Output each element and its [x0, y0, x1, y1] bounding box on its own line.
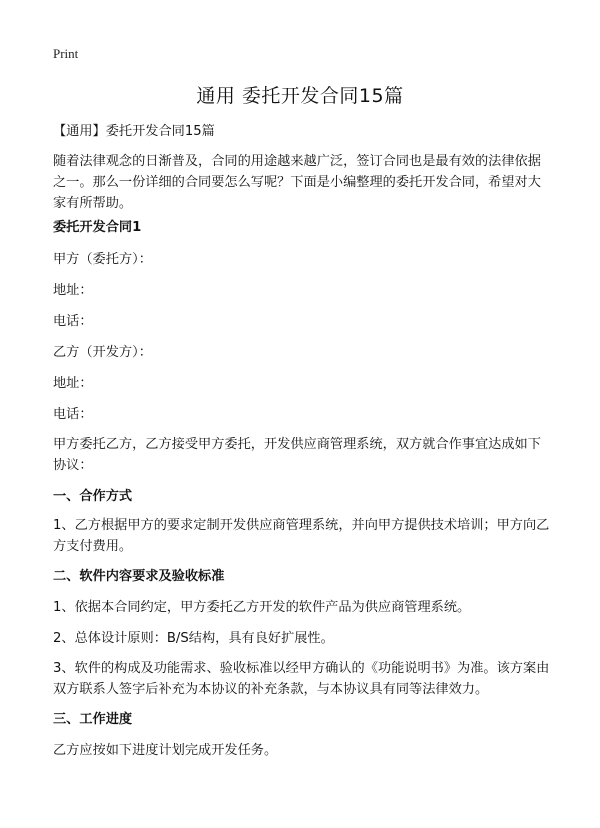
phone-a-line: 电话： [53, 314, 93, 329]
party-b-line: 乙方（开发方）： [53, 345, 152, 360]
section1-heading: 一、合作方式 [53, 489, 133, 504]
section3-heading: 三、工作进度 [53, 712, 133, 727]
address-b-line: 地址： [53, 376, 93, 391]
contract-heading: 委托开发合同1 [53, 220, 142, 235]
intro-paragraph: 随着法律观念的日渐普及，合同的用途越来越广泛，签订合同也是最有效的法律依据之一。那么一份详细的合同要怎么写呢？下面是小编整理的委托开发合同，希望对大家有所帮助。 [53, 154, 541, 211]
agreement-intro: 甲方委托乙方，乙方接受甲方委托，开发供应商管理系统，双方就合作事宜达成如下协议： [53, 437, 541, 473]
section2-item1: 1、依据本合同约定，甲方委托乙方开发的软件产品为供应商管理系统。 [53, 600, 471, 615]
subtitle: 【通用】委托开发合同15篇 [53, 124, 215, 139]
section2-item2: 2、总体设计原则：B/S结构，具有良好扩展性。 [53, 631, 334, 646]
address-a-line: 地址： [53, 283, 93, 298]
section2-item3: 3、软件的构成及功能需求、验收标准以经甲方确认的《功能说明书》为准。该方案由双方联系人签字后补充为本协议的补充条款，与本协议具有同等法律效力。 [53, 661, 550, 697]
print-link[interactable]: Print [53, 46, 79, 61]
party-a-line: 甲方（委托方）： [53, 252, 152, 267]
phone-b-line: 电话： [53, 407, 93, 422]
section1-item1: 1、乙方根据甲方的要求定制开发供应商管理系统，并向甲方提供技术培训；甲方向乙方支付费用。 [53, 518, 550, 554]
page-title: 通用 委托开发合同15篇 [196, 85, 404, 107]
section3-item1: 乙方应按如下进度计划完成开发任务。 [53, 743, 278, 758]
section2-heading: 二、软件内容要求及验收标准 [53, 569, 225, 584]
